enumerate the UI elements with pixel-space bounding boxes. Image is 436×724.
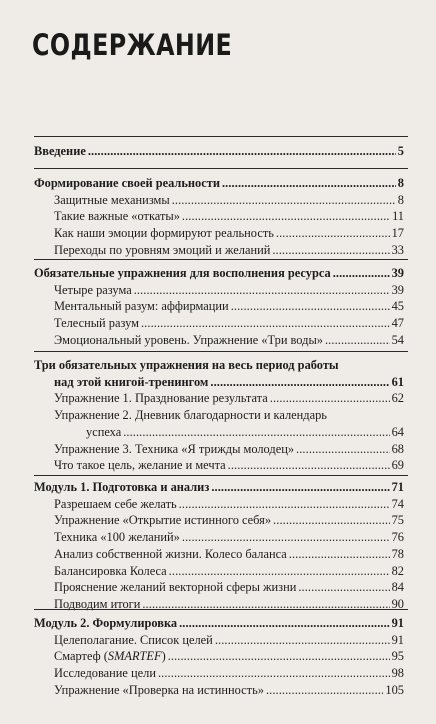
dot-leader: [298, 579, 389, 596]
dot-leader: [179, 615, 390, 632]
dot-leader: [182, 208, 390, 225]
toc-page-number: 8: [397, 176, 404, 190]
toc-section: [34, 357, 404, 474]
section-divider: [34, 168, 408, 169]
page-title: СОДЕРЖАНИЕ: [32, 28, 233, 62]
toc-page-number: 64: [391, 424, 404, 439]
dot-leader: [273, 512, 390, 529]
toc-subentry[interactable]: [34, 546, 404, 563]
toc-page-number: 61: [391, 374, 404, 389]
toc-section: [34, 479, 404, 613]
dot-leader: [211, 479, 389, 496]
toc-entry-title: Переходы по уровням эмоций и желаний: [54, 242, 271, 257]
dot-leader: [215, 632, 390, 649]
toc-entry-title: Техника «100 желаний»: [54, 530, 180, 545]
toc-entry-title: Ментальный разум: аффирмации: [54, 299, 229, 314]
toc-page-number: 105: [385, 682, 404, 697]
dot-leader: [168, 648, 390, 665]
toc-entry-title: над этой книгой-тренингом: [54, 374, 209, 389]
toc-subentry[interactable]: [34, 665, 404, 682]
toc-entry-title: Такие важные «откаты»: [54, 209, 180, 224]
dot-leader: [276, 225, 390, 242]
toc-entry-title: Исследование цели: [54, 666, 156, 681]
toc-page-number: 91: [391, 616, 404, 630]
section-divider: [34, 259, 408, 260]
toc-subentry[interactable]: [34, 496, 404, 513]
toc-page-number: 39: [391, 282, 404, 297]
toc-subentry[interactable]: [34, 208, 404, 225]
dot-leader: [179, 496, 390, 513]
toc-entry-title: Введение: [34, 144, 86, 158]
toc-subentry[interactable]: [34, 298, 404, 315]
toc-page-number: 84: [391, 580, 404, 595]
toc-entry-title: успеха: [86, 424, 122, 439]
toc-page-number: 78: [391, 546, 404, 561]
toc-page-number: 8: [397, 192, 404, 207]
toc-section: [34, 265, 404, 349]
toc-chapter-entry[interactable]: [34, 479, 404, 496]
toc-chapter-entry[interactable]: [34, 175, 404, 192]
toc-entry-title: Смартеф (SMARTEF): [54, 649, 166, 664]
toc-subentry[interactable]: [34, 225, 404, 242]
toc-page-number: 71: [391, 480, 404, 494]
toc-subentry[interactable]: [34, 563, 404, 580]
toc-page-number: 39: [391, 266, 404, 280]
dot-leader: [222, 175, 396, 192]
toc-entry-title: Модуль 2. Формулировка: [34, 616, 178, 630]
dot-leader: [142, 596, 389, 613]
toc-page-number: 68: [391, 441, 404, 456]
toc-subentry[interactable]: [34, 424, 404, 441]
toc-page-number: 91: [391, 632, 404, 647]
dot-leader: [141, 315, 390, 332]
toc-entry-title: Подводим итоги: [54, 596, 141, 611]
toc-entry-title: Что такое цель, желание и мечта: [54, 458, 226, 473]
toc-page-number: 75: [391, 513, 404, 528]
dot-leader: [169, 563, 390, 580]
toc-page-number: 62: [391, 391, 404, 406]
dot-leader: [134, 282, 390, 299]
toc-subentry[interactable]: [34, 282, 404, 299]
toc-section: [34, 175, 404, 259]
toc-subentry[interactable]: [34, 457, 404, 474]
toc-subentry[interactable]: [34, 596, 404, 613]
dot-leader: [88, 143, 396, 160]
toc-subentry[interactable]: [34, 632, 404, 649]
toc-entry-title: Упражнение 3. Техника «Я трижды молодец»: [54, 441, 295, 456]
dot-leader: [228, 457, 390, 474]
toc-section: [34, 143, 404, 160]
toc-page-number: 17: [391, 226, 404, 241]
toc-subentry[interactable]: [34, 682, 404, 699]
toc-entry-title-line: Упражнение 2. Дневник благодарности и календарь: [54, 408, 327, 423]
toc-chapter-entry[interactable]: [34, 374, 404, 391]
toc-entry-title-italic: SMARTEF: [107, 649, 162, 664]
section-divider: [34, 136, 408, 137]
dot-leader: [158, 665, 390, 682]
section-divider: [34, 351, 408, 352]
toc-entry-title-line: Три обязательных упражнения на весь период работы: [34, 358, 339, 372]
toc-entry-title: Упражнение «Открытие истинного себя»: [54, 513, 272, 528]
toc-subentry[interactable]: [34, 529, 404, 546]
toc-page-number: 54: [391, 332, 404, 347]
toc-entry-title: Балансировка Колеса: [54, 563, 167, 578]
toc-page-number: 45: [391, 299, 404, 314]
toc-entry-title: Четыре разума: [54, 282, 132, 297]
toc-page-number: 90: [391, 596, 404, 611]
toc-chapter-entry[interactable]: [34, 615, 404, 632]
toc-page-number: 11: [392, 209, 404, 224]
toc-chapter-entry[interactable]: [34, 265, 404, 282]
toc-entry-title: Анализ собственной жизни. Колесо баланса: [54, 546, 287, 561]
toc-subentry[interactable]: [34, 332, 404, 349]
dot-leader: [182, 529, 390, 546]
toc-page-number: 74: [391, 496, 404, 511]
dot-leader: [325, 332, 390, 349]
toc-entry-title: Прояснение желаний векторной сферы жизни: [54, 580, 297, 595]
dot-leader: [333, 265, 390, 282]
toc-subentry[interactable]: [34, 390, 404, 407]
toc-entry-title: Как наши эмоции формируют реальность: [54, 226, 274, 241]
dot-leader: [296, 441, 390, 458]
toc-subentry[interactable]: [34, 648, 404, 665]
toc-page-number: 47: [391, 316, 404, 331]
toc-chapter-entry[interactable]: [34, 143, 404, 160]
toc-subentry[interactable]: [34, 441, 404, 458]
dot-leader: [289, 546, 390, 563]
toc-page-number: 95: [391, 649, 404, 664]
dot-leader: [270, 390, 390, 407]
toc-page-number: 5: [397, 144, 404, 158]
dot-leader: [210, 374, 389, 391]
section-divider: [34, 475, 408, 476]
dot-leader: [266, 682, 383, 699]
toc-entry-title: Формирование своей реальности: [34, 176, 220, 190]
toc-page-number: 33: [391, 242, 404, 257]
toc-section: [34, 615, 404, 699]
dot-leader: [272, 242, 389, 259]
toc-page-number: 76: [391, 530, 404, 545]
toc-entry-title: Обязательные упражнения для восполнения ресурса: [34, 266, 331, 280]
toc-entry-title: Модуль 1. Подготовка и анализ: [34, 480, 210, 494]
dot-leader: [172, 192, 396, 209]
toc-entry-title: Телесный разум: [54, 316, 139, 331]
toc-subentry[interactable]: [34, 242, 404, 259]
dot-leader: [123, 424, 389, 441]
toc-page-number: 98: [391, 666, 404, 681]
toc-entry-title: Упражнение «Проверка на истинность»: [54, 682, 264, 697]
toc-entry-title: Упражнение 1. Празднование результата: [54, 391, 268, 406]
toc-entry-title: Целеполагание. Список целей: [54, 632, 213, 647]
toc-page-number: 82: [391, 563, 404, 578]
toc-subentry[interactable]: [34, 315, 404, 332]
dot-leader: [231, 298, 390, 315]
toc-entry-title: Эмоциональный уровень. Упражнение «Три воды»: [54, 332, 323, 347]
toc-page-number: 69: [391, 458, 404, 473]
toc-subentry[interactable]: [34, 512, 404, 529]
toc-subentry[interactable]: [34, 192, 404, 209]
toc-subentry[interactable]: [34, 579, 404, 596]
toc-entry-title: Разрешаем себе желать: [54, 496, 177, 511]
toc-entry-title: Защитные механизмы: [54, 192, 170, 207]
